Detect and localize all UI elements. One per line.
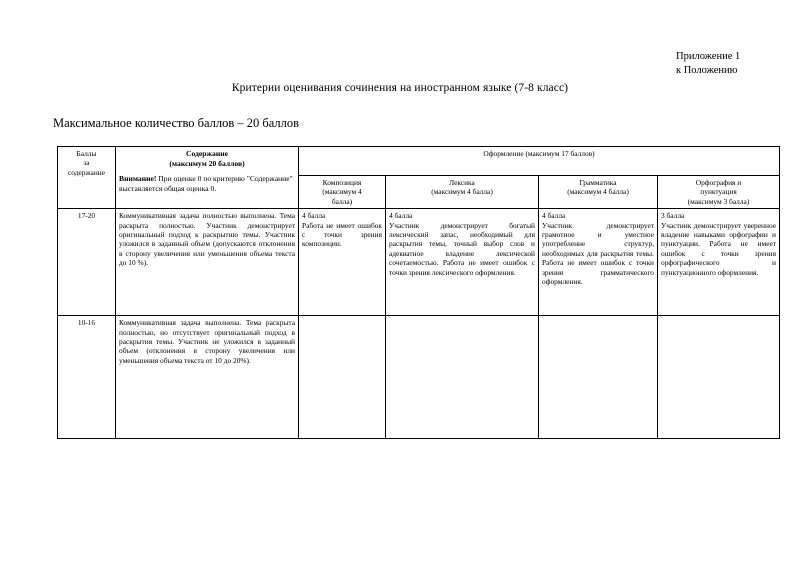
row-score: 10-16 [58, 316, 116, 439]
header-composition-line-3: балла) [331, 196, 353, 206]
row-composition-text: Работа не имеет ошибок с точки зрения композиции. [302, 220, 382, 249]
row-orthography-text: Участник демонстрирует уверенное владение навыками орфографии и пунктуации. Работа не имеет ошибок с точки зрения орфографического и пунктуационного оформления. [661, 220, 777, 277]
header-orthography-line-3: (максимум 3 балла) [687, 196, 750, 206]
header-score-line-3: содержание [67, 167, 106, 177]
appendix-line-1: Приложение 1 [676, 51, 741, 62]
row-lexis-text: Участник демонстрирует богатый лексический запас, необходимый для раскрытия темы, точный выбор слов и адекватное владение лексической сочетаемостью. Работа не имеет ошибок с точки зрения лексического оформления. [389, 220, 535, 277]
header-grammar-line-2: (максимум 4 балла) [567, 187, 629, 197]
header-content-note-bold: Внимание! [119, 173, 157, 183]
row-orthography-points: 3 балла [661, 211, 685, 221]
appendix-reference [676, 50, 740, 78]
row-composition [299, 316, 386, 439]
header-lexis-line-2: (максимум 4 балла) [431, 187, 493, 197]
appendix-line-2: к Положению [676, 64, 738, 76]
row-lexis-points: 4 балла [389, 211, 413, 221]
max-points-line: Максимальное количество баллов – 20 баллов [53, 116, 300, 130]
row-score: 17-20 [58, 209, 116, 316]
header-grammar-line-1: Грамматика [579, 178, 617, 187]
table-row [58, 316, 780, 439]
header-content-title-line-2: (максимум 20 баллов) [169, 158, 245, 168]
table-header-row-1 [58, 147, 780, 176]
header-grammar [539, 176, 658, 209]
row-composition [299, 209, 386, 316]
header-score-line-1: Баллы [76, 149, 97, 158]
header-content-note-rest: При оценке 0 по критерию "Содержание" выставляется общая оценка 0. [119, 173, 293, 193]
header-content [116, 147, 299, 209]
header-composition [299, 176, 386, 209]
row-lexis [386, 316, 539, 439]
row-grammar [539, 209, 658, 316]
row-grammar [539, 316, 658, 439]
header-orthography [658, 176, 780, 209]
row-content: Коммуникативная задача полностью выполнена. Тема раскрыта полностью. Участник демонстрирует оригинальный подход к раскрытию темы. Участник уложился в заданный объем (допускаются отклонения в сторону увеличения или уменьшения объема текста до 10 %). [116, 209, 299, 316]
header-orthography-line-2: пунктуация [700, 187, 737, 197]
header-content-title [119, 149, 295, 169]
header-orthography-line-1: Орфография и [695, 178, 742, 187]
header-content-note [119, 174, 295, 195]
row-lexis [386, 209, 539, 316]
header-lexis-line-1: Лексика [449, 178, 475, 187]
header-score [58, 147, 116, 209]
row-content: Коммуникативная задача выполнена. Тема раскрыта полностью, но отсутствует оригинальный подход в раскрытия темы. Участник не уложился в заданный объем (отклонения в сторону увеличения или уменьшения объема текста от 10 до 20%). [116, 316, 299, 439]
row-grammar-points: 4 балла [542, 211, 566, 221]
row-orthography [658, 209, 780, 316]
row-grammar-text: Участник демонстрирует грамотное и уместное употребление структур, необходимых для раскрытия темы. Работа не имеет ошибок с точки зрения грамматического оформления. [542, 220, 654, 286]
header-content-title-line-1: Содержание [186, 149, 228, 158]
row-composition-points: 4 балла [302, 211, 326, 221]
header-lexis [386, 176, 539, 209]
table-row [58, 209, 780, 316]
page-title: Критерии оценивания сочинения на иностранном языке (7-8 класс) [231, 82, 569, 94]
header-composition-line-2: (максимум 4 [322, 187, 362, 197]
header-score-line-2: за [83, 158, 90, 168]
header-design: Оформление (максимум 17 баллов) [299, 147, 780, 176]
criteria-table [57, 146, 780, 439]
header-composition-line-1: Композиция [322, 178, 362, 187]
row-orthography [658, 316, 780, 439]
